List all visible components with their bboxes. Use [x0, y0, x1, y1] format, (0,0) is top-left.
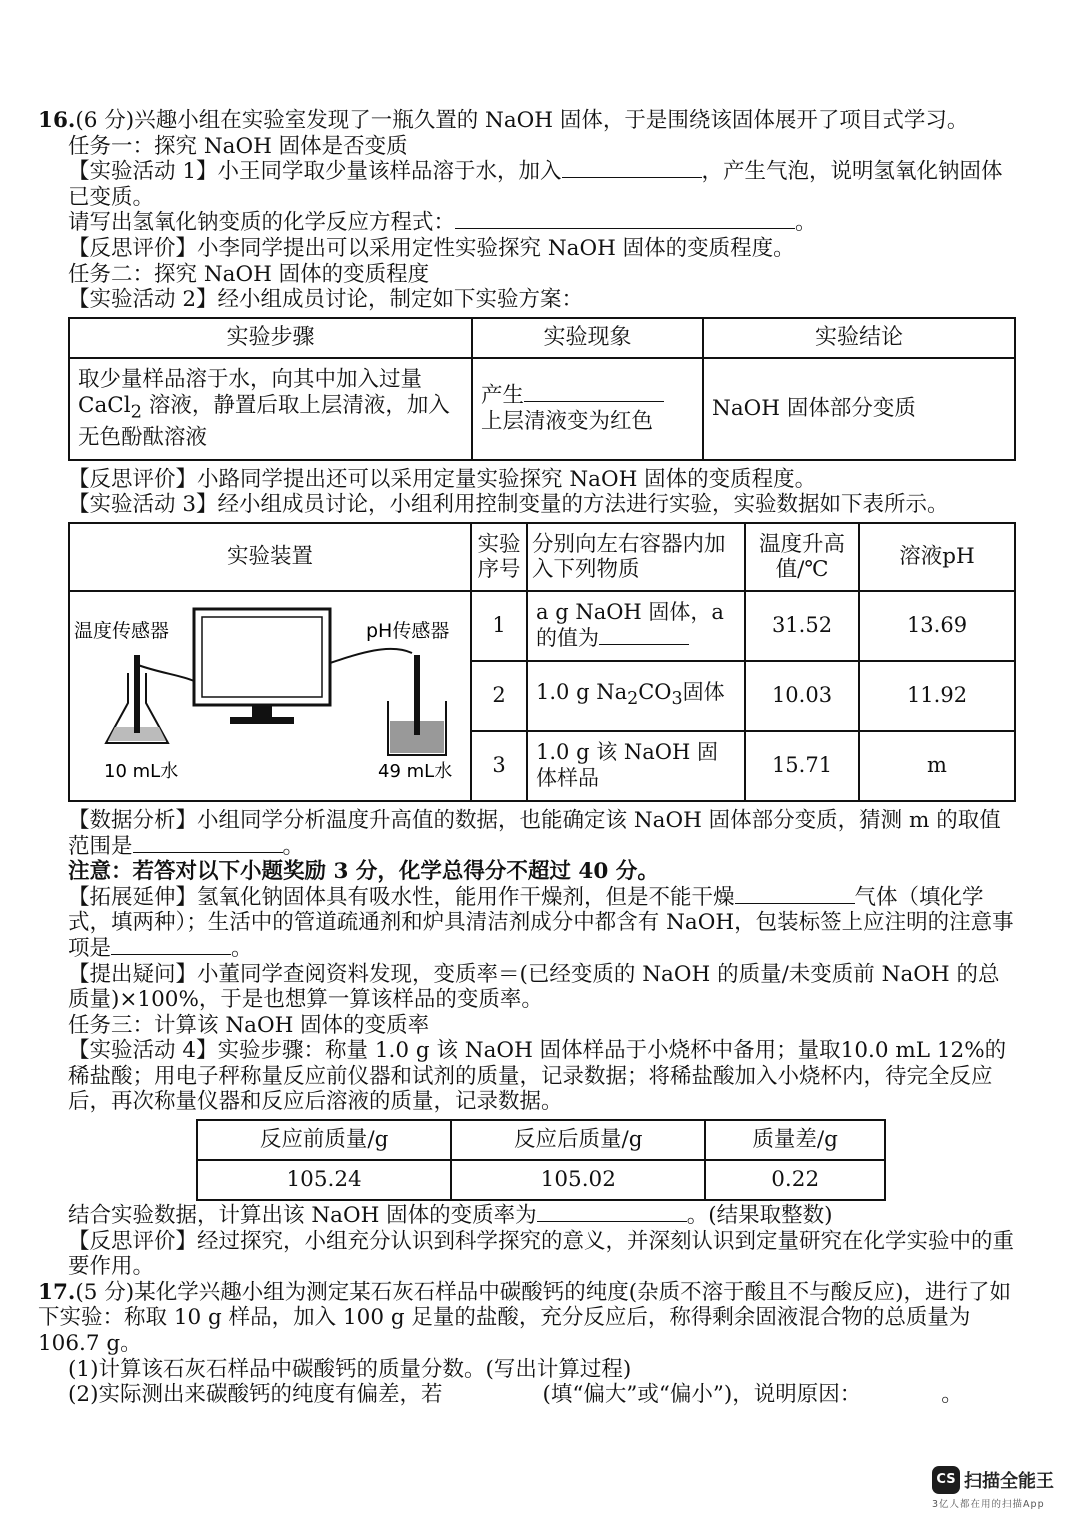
add-text: a g NaOH 固体，a 的值为	[536, 600, 724, 650]
analysis	[38, 808, 1018, 859]
activity4: 【实验活动 4】实验步骤：称量 1.0 g 该 NaOH 固体样品于小烧杯中备用；量取10.0 mL 12%的稀盐酸；用电子秤称量反应前仪器和试剂的质量，记录数据；将稀盐酸加入小烧杯内，待完全反应后，再次称量仪器和反应后溶液的质量，记录数据。	[68, 1038, 1007, 1115]
q17-number: 17.	[38, 1279, 76, 1305]
add-cell	[527, 661, 745, 731]
extension-text: 【拓展延伸】氢氧化钠固体具有吸水性，能用作干燥剂，但是不能干燥	[68, 884, 735, 910]
table-header: 分别向左右容器内加入下列物质	[527, 523, 745, 591]
table-header: 质量差/g	[705, 1120, 885, 1160]
q17-intro	[38, 1280, 1018, 1357]
table-header: 反应后质量/g	[451, 1120, 705, 1160]
question-raised: 【提出疑问】小董同学查阅资料发现，变质率＝(已经变质的 NaOH 的质量/未变质前 NaOH 的总质量)×100%，于是也想算一算该样品的变质率。	[68, 961, 1000, 1013]
mass-table	[196, 1119, 886, 1201]
activity2: 【实验活动 2】经小组成员讨论，制定如下实验方案：	[68, 287, 584, 313]
step-text-b: CaCl	[78, 392, 131, 418]
seq-cell: 2	[471, 661, 527, 731]
answer-blank[interactable]	[133, 834, 283, 853]
answer-blank[interactable]	[111, 936, 231, 955]
q17-intro-text: (5 分)某化学兴趣小组为测定某石灰石样品中碳酸钙的纯度(杂质不溶于酸且不与酸反应)，进行了如下实验：称取 10 g 样品，加入 100 g 足量的盐酸，充分反应后，称得剩余固液混合物的总质量为 106.7 g。	[38, 1279, 1011, 1357]
mass-value: 105.24	[197, 1160, 451, 1200]
temp-cell: 31.52	[745, 591, 859, 661]
table-header: 溶液pH	[859, 523, 1015, 591]
add-cell: 1.0 g 该 NaOH 固体样品	[527, 731, 745, 801]
ph-cell: m	[859, 731, 1015, 801]
table-header: 实验序号	[471, 523, 527, 591]
reflect1: 【反思评价】小李同学提出可以采用定性实验探究 NaOH 固体的变质程度。	[68, 235, 795, 261]
task2: 任务二：探究 NaOH 固体的变质程度	[68, 261, 430, 287]
left-water-label: 10 mL水	[104, 760, 179, 782]
q17-sub2	[38, 1382, 1018, 1408]
temp-sensor-label: 温度传感器	[74, 619, 170, 642]
brand-name: 扫描全能王	[964, 1471, 1054, 1492]
subscript: 2	[627, 688, 639, 709]
scanner-watermark	[932, 1466, 1062, 1510]
period: 。	[941, 1382, 963, 1408]
q17-sub2-text-b: (填“偏大”或“偏小”)，说明原因：	[542, 1382, 862, 1408]
ph-cell: 13.69	[859, 591, 1015, 661]
ph-sensor-label: pH传感器	[366, 619, 450, 642]
add-text-end: 固体	[682, 679, 725, 704]
activity1	[38, 159, 1018, 210]
beaker-icon	[388, 655, 446, 755]
data-table	[68, 522, 1016, 802]
device-cell	[69, 591, 471, 801]
activity3: 【实验活动 3】经小组成员讨论，小组利用控制变量的方法进行实验，实验数据如下表所示。	[68, 492, 949, 518]
equation-prompt-text: 请写出氢氧化钠变质的化学反应方程式：	[68, 210, 456, 236]
table-header: 实验结论	[703, 318, 1015, 358]
period: 。	[795, 210, 817, 236]
answer-blank[interactable]	[455, 210, 795, 229]
table-header: 反应前质量/g	[197, 1120, 451, 1160]
extension-text-b: 气体（填化学式，填两种）；生活中的管道疏通剂和炉具清洁剂成分中都含有 NaOH，包装标签上应注明的注意事项是	[68, 884, 1014, 961]
q16-intro-text: (6 分)兴趣小组在实验室发现了一瓶久置的 NaOH 固体，于是围绕该固体展开了项目式学习。	[75, 108, 969, 133]
conclusion-cell: NaOH 固体部分变质	[703, 358, 1015, 460]
answer-blank[interactable]	[599, 626, 689, 645]
q17-sub2-text: (2)实际测出来碳酸钙的纯度有偏差，若	[68, 1382, 443, 1408]
subscript: 3	[671, 688, 683, 709]
apparatus-diagram	[70, 593, 470, 799]
activity1-text: 【实验活动 1】小王同学取少量该样品溶于水，加入	[68, 159, 562, 185]
answer-blank[interactable]	[735, 885, 855, 904]
reflect3: 【反思评价】经过探究，小组充分认识到科学探究的意义，并深刻认识到定量研究在化学实验中的重要作用。	[68, 1228, 1015, 1280]
mass-value: 105.02	[451, 1160, 705, 1200]
mass-value: 0.22	[705, 1160, 885, 1200]
calc-text: 结合实验数据，计算出该 NaOH 固体的变质率为	[68, 1203, 537, 1229]
step-text: 取少量样品溶于水，向其中加入过量	[78, 367, 423, 393]
q17-sub1: (1)计算该石灰石样品中碳酸钙的质量分数。(写出计算过程)	[68, 1356, 632, 1382]
seq-cell: 1	[471, 591, 527, 661]
add-text-mid: CO	[638, 679, 672, 704]
brand-slogan: 3亿人都在用的扫描App	[932, 1499, 1045, 1510]
step-text-c: 溶液，静置后取上层清液，加入无色酚酞溶液	[78, 392, 450, 450]
period: 。	[231, 935, 253, 961]
add-cell	[527, 591, 745, 661]
bonus-note: 注意：若答对以下小题奖励 3 分，化学总得分不超过 40 分。	[68, 859, 659, 885]
phenomenon-text-b: 上层清液变为红色	[481, 408, 654, 434]
ph-cell: 11.92	[859, 661, 1015, 731]
analysis-text: 【数据分析】小组同学分析温度升高值的数据，也能确定该 NaOH 固体部分变质，猜测 m 的取值范围是	[68, 807, 1001, 859]
calc-text-b: 。(结果取整数)	[686, 1203, 833, 1229]
flask-icon	[106, 655, 168, 743]
add-text: 1.0 g Na	[536, 679, 628, 704]
answer-blank[interactable]	[562, 159, 702, 178]
table-header: 实验现象	[472, 318, 703, 358]
table-header: 实验步骤	[69, 318, 472, 358]
temp-cell: 10.03	[745, 661, 859, 731]
subscript: 2	[130, 401, 143, 423]
activity1-text-b: ，产生气泡，说明氢氧化钠固体已变质。	[68, 159, 1003, 210]
temp-cell: 15.71	[745, 731, 859, 801]
q16-number: 16.	[38, 108, 76, 133]
period: 。	[282, 833, 305, 859]
calc-result	[38, 1203, 1018, 1229]
table-header: 温度升高值/℃	[745, 523, 859, 591]
right-water-label: 49 mL水	[378, 760, 453, 782]
equation-prompt	[38, 210, 1018, 236]
seq-cell: 3	[471, 731, 527, 801]
q16-intro	[38, 108, 1018, 134]
cs-logo-icon: CS	[932, 1466, 960, 1494]
plan-table	[68, 317, 1016, 461]
phenomenon-cell	[472, 358, 703, 460]
answer-blank[interactable]	[537, 1203, 687, 1222]
table-header: 实验装置	[69, 523, 471, 591]
task3: 任务三：计算该 NaOH 固体的变质率	[68, 1012, 430, 1038]
task1: 任务一：探究 NaOH 固体是否变质	[68, 133, 408, 159]
extension	[38, 885, 1018, 962]
step-cell	[69, 358, 472, 460]
exam-page	[38, 108, 1018, 1408]
answer-blank[interactable]	[524, 383, 664, 402]
reflect2: 【反思评价】小路同学提出还可以采用定量实验探究 NaOH 固体的变质程度。	[68, 466, 817, 492]
phenomenon-text: 产生	[481, 383, 525, 409]
